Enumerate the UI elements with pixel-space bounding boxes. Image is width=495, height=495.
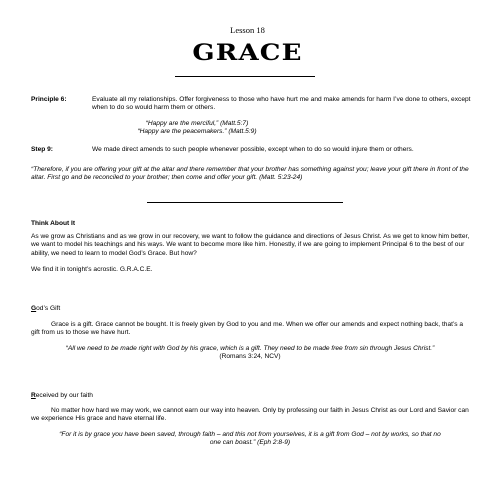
lesson-label: Lesson 18 bbox=[230, 25, 265, 35]
received-quote: “For it is by grace you have been saved, through faith – and this not from yourselves, it is a gift from God – not by works, so that no one can boast.” (Eph 2:8-9) bbox=[59, 431, 441, 447]
received-paragraph: No matter how hard we may work, we cannot earn our way into heaven. Only by professing our faith in Jesus Christ as our Lord and Savior can we experience His grace and have eternal life. bbox=[31, 407, 469, 423]
step-label: Step 9: bbox=[31, 146, 53, 153]
received-heading-rest: eceived by our faith bbox=[35, 392, 93, 399]
title-divider bbox=[175, 76, 315, 77]
gods-gift-heading bbox=[31, 305, 60, 313]
think-heading: Think About It bbox=[31, 220, 76, 227]
received-heading bbox=[31, 392, 93, 400]
principle-quote-1: “Happy are the merciful,” (Matt.5:7) bbox=[145, 120, 249, 127]
gods-gift-paragraph: Grace is a gift. Grace cannot be bought. It is freely given by God to you and me. When we offer our amends and expect nothing back, that’s a gift from us to those we have hurt. bbox=[31, 321, 464, 337]
principle-label: Principle 6: bbox=[31, 96, 67, 103]
think-paragraph: As we grow as Christians and as we grow in our recovery, we want to follow the guidance and directions of Jesus Christ. As we get to know him better, we want to model his teachings and his ways. We want to become more like him. Honestly, if we are going to implement Principal 6 to the best of our ability, we need to learn to model God’s Grace. But how? bbox=[31, 233, 470, 257]
acrostic-line: We find it in tonight’s acrostic. G.R.A.C.E. bbox=[31, 266, 153, 273]
gods-gift-initial: G bbox=[31, 305, 37, 312]
scripture-quote: “Therefore, if you are offering your gift at the altar and there remember that your brother has something against you; leave your gift there in front of the altar. First go and be reconciled to your brother; then come and offer your gift. (Matt. 5:23-24) bbox=[31, 166, 469, 182]
received-initial: R bbox=[31, 392, 36, 399]
principle-text: Evaluate all my relationships. Offer forgiveness to those who have hurt me and make amends for harm I’ve done to others, except when to do so would harm them or others. bbox=[92, 96, 471, 112]
section-divider bbox=[147, 202, 343, 203]
principle-quote-2: “Happy are the peacemakers.” (Matt.5:9) bbox=[137, 128, 257, 135]
gods-gift-heading-rest: od’s Gift bbox=[36, 305, 61, 312]
gods-gift-quote-ref: (Romans 3:24, NCV) bbox=[219, 353, 281, 361]
step-text: We made direct amends to such people whenever possible, except when to do so would injure them or others. bbox=[92, 146, 414, 153]
gods-gift-quote bbox=[55, 345, 445, 362]
gods-gift-quote-text: “All we need to be made right with God by his grace, which is a gift. They need to be made free from sin through Jesus Christ.” bbox=[65, 345, 435, 352]
page-title: GRACE bbox=[192, 40, 303, 66]
